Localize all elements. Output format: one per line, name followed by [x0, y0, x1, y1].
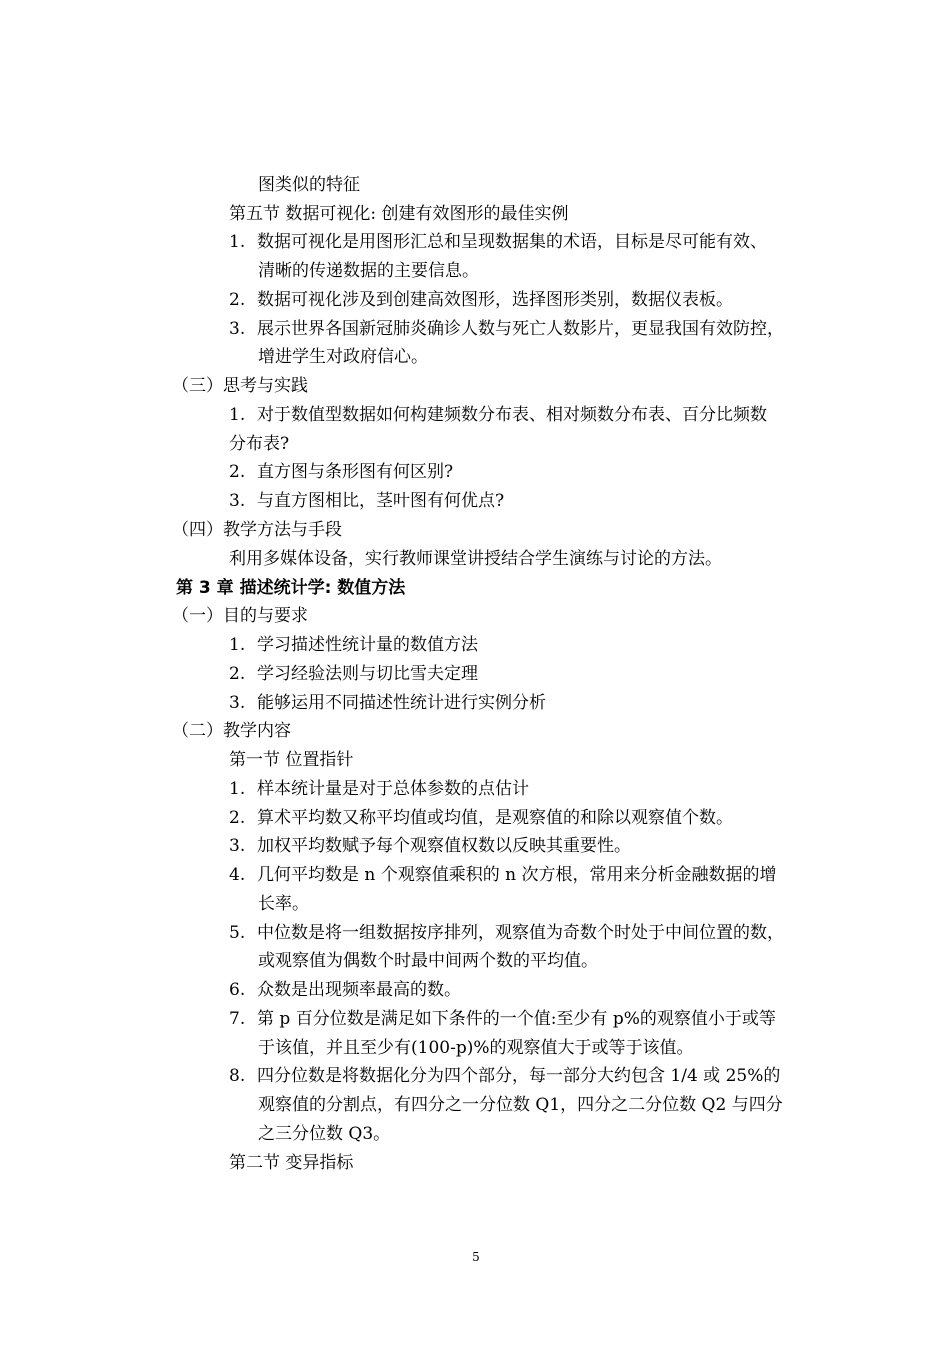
list-item: [229, 319, 784, 339]
chapter-heading: 第 3 章 描述统计学: 数值方法: [176, 578, 406, 598]
text-line: 增进学生对政府信心。: [258, 347, 428, 367]
section-heading: 第二节 变异指标: [229, 1153, 354, 1173]
list-number: 3.: [229, 491, 246, 511]
page-number: 5: [472, 1250, 480, 1264]
list-number: 3.: [229, 319, 246, 339]
list-text: 几何平均数是 n 个观察值乘积的 n 次方根，常用来分析金融数据的增: [257, 865, 777, 885]
text-line: 图类似的特征: [258, 175, 360, 195]
list-item: [229, 923, 784, 943]
list-number: 4.: [229, 865, 246, 885]
list-number: 3.: [229, 836, 246, 856]
list-number: 3.: [229, 693, 246, 713]
list-text: 中位数是将一组数据按序排列，观察值为奇数个时处于中间位置的数，: [257, 923, 784, 943]
list-item: [229, 1009, 776, 1029]
text-line: 利用多媒体设备，实行教师课堂讲授结合学生演练与讨论的方法。: [229, 549, 722, 569]
list-text: 数据可视化是用图形汇总和呈现数据集的术语，目标是尽可能有效、: [257, 232, 767, 252]
list-number: 8.: [229, 1066, 246, 1086]
list-number: 1.: [229, 232, 246, 252]
list-text: 加权平均数赋予每个观察值权数以反映其重要性。: [257, 836, 631, 856]
list-text: 学习描述性统计量的数值方法: [257, 635, 478, 655]
list-number: 1.: [229, 405, 246, 425]
list-item: [229, 1066, 780, 1086]
list-number: 2.: [229, 664, 246, 684]
text-line: 观察值的分割点，有四分之一分位数 Q1，四分之二分位数 Q2 与四分: [258, 1095, 783, 1115]
text-line: 之三分位数 Q3。: [258, 1124, 391, 1144]
list-item: [229, 808, 733, 828]
text-line: 或观察值为偶数个时最中间两个数的平均值。: [258, 951, 598, 971]
list-text: 对于数值型数据如何构建频数分布表、相对频数分布表、百分比频数: [257, 405, 767, 425]
text-line: 清晰的传递数据的主要信息。: [258, 261, 479, 281]
list-item: [229, 865, 777, 885]
subsection-heading: （一）目的与要求: [172, 606, 308, 626]
list-item: [229, 980, 461, 1000]
list-text: 四分位数是将数据化分为四个部分，每一部分大约包含 1/4 或 25%的: [257, 1066, 781, 1086]
section-heading: 第一节 位置指针: [229, 750, 354, 770]
list-text: 与直方图相比，茎叶图有何优点?: [257, 491, 505, 511]
list-item: [229, 491, 504, 511]
list-text: 直方图与条形图有何区别?: [257, 462, 454, 482]
list-item: [229, 405, 767, 425]
list-number: 2.: [229, 808, 246, 828]
list-text: 算术平均数又称平均值或均值，是观察值的和除以观察值个数。: [257, 808, 733, 828]
list-item: [229, 664, 478, 684]
list-item: [229, 693, 546, 713]
list-item: [229, 232, 767, 252]
list-text: 能够运用不同描述性统计进行实例分析: [257, 693, 546, 713]
list-number: 1.: [229, 779, 246, 799]
list-number: 6.: [229, 980, 246, 1000]
list-text: 学习经验法则与切比雪夫定理: [257, 664, 478, 684]
list-number: 2.: [229, 290, 246, 310]
list-text: 第 p 百分位数是满足如下条件的一个值:至少有 p%的观察值小于或等: [257, 1009, 776, 1029]
list-item: [229, 290, 733, 310]
list-number: 7.: [229, 1009, 246, 1029]
text-line: 于该值，并且至少有(100-p)%的观察值大于或等于该值。: [258, 1038, 694, 1058]
subsection-heading: （二）教学内容: [172, 721, 291, 741]
text-line: 长率。: [258, 894, 309, 914]
subsection-heading: （三）思考与实践: [172, 376, 308, 396]
list-number: 1.: [229, 635, 246, 655]
list-text: 众数是出现频率最高的数。: [257, 980, 461, 1000]
list-number: 2.: [229, 462, 246, 482]
subsection-heading: （四）教学方法与手段: [172, 520, 342, 540]
section-heading: 第五节 数据可视化: 创建有效图形的最佳实例: [229, 204, 569, 224]
list-number: 5.: [229, 923, 246, 943]
text-line: 分布表?: [229, 434, 290, 454]
list-item: [229, 836, 631, 856]
list-text: 数据可视化涉及到创建高效图形，选择图形类别，数据仪表板。: [257, 290, 733, 310]
list-item: [229, 779, 529, 799]
list-item: [229, 462, 453, 482]
list-item: [229, 635, 478, 655]
list-text: 展示世界各国新冠肺炎确诊人数与死亡人数影片，更显我国有效防控，: [257, 319, 784, 339]
list-text: 样本统计量是对于总体参数的点估计: [257, 779, 529, 799]
